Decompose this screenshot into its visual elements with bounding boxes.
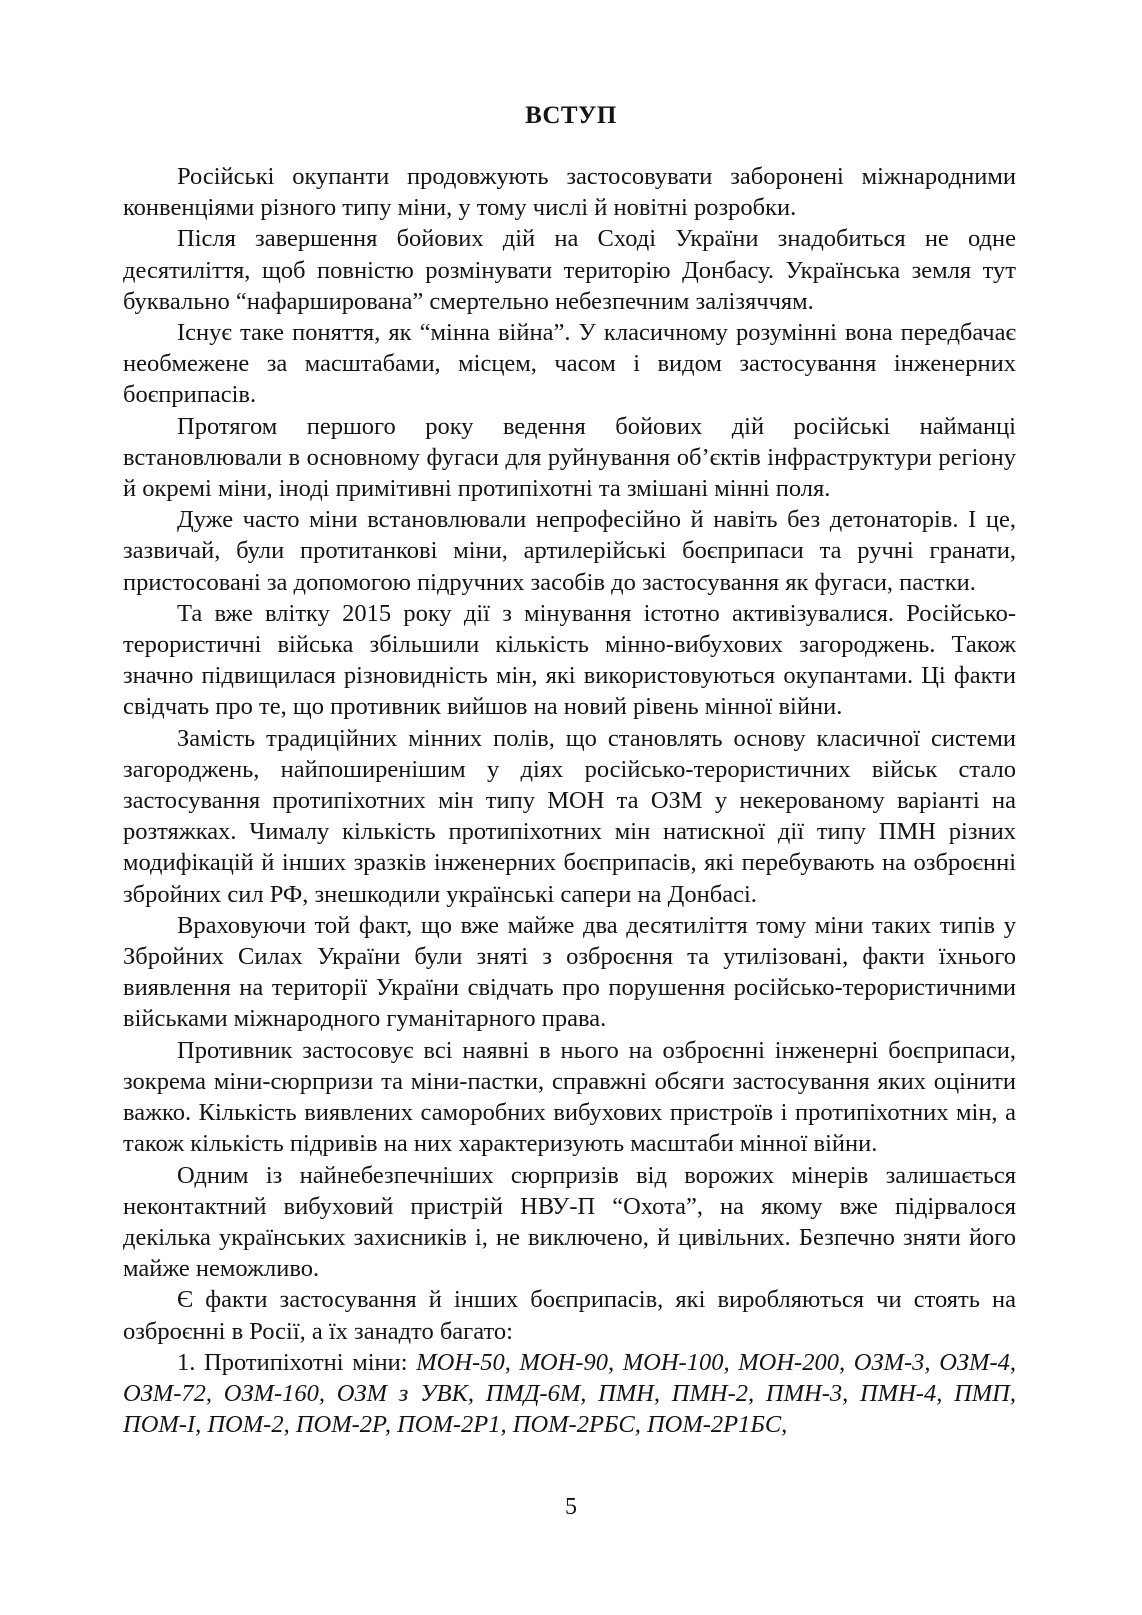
body-text [123, 161, 1016, 1440]
page-heading: ВСТУП [525, 102, 617, 129]
page-number: 5 [565, 1494, 577, 1520]
paragraph: Одним із найнебезпечніших сюрпризів від ворожих мінерів залишається неконтактний вибуховий пристрій НВУ-П “Охота”, на якому вже підірвалося декілька українських захисників і, не виключено, й цивільних. Безпечно зняти його майже неможливо. [123, 1161, 1016, 1283]
paragraph: Противник застосовує всі наявні в нього на озброєнні інженерні боєприпаси, зокрема міни-сюрпризи та міни-пастки, справжні обсяги застосування яких оцінити важко. Кількість виявлених саморобних вибухових пристроїв і протипіхотних мін, а також кількість підривів на них характеризують масштаби мінної війни. [123, 1036, 1016, 1158]
paragraph: Є факти застосування й інших боєприпасів, які виробляються чи стоять на озброєнні в Росії, а їх занадто багато: [123, 1286, 1016, 1345]
paragraph: Та вже влітку 2015 року дії з мінування істотно активізувалися. Російсько-терористичні війська збільшили кількість мінно-вибухових загороджень. Також значно підвищилася різновидність мін, які використовуються окупантами. Ці факти свідчать про те, що противник вийшов на новий рівень мінної війни. [123, 599, 1016, 721]
paragraph: Дуже часто міни встановлювали непрофесійно й навіть без детонаторів. І це, зазвичай, були протитанкові міни, артилерійські боєприпаси та ручні гранати, пристосовані за допомогою підручних засобів до застосування як фугаси, пастки. [123, 506, 1016, 596]
paragraph: Російські окупанти продовжують застосовувати заборонені міжнародними конвенціями різного типу міни, у тому числі й новітні розробки. [123, 163, 1016, 222]
paragraph: Після завершення бойових дій на Сході України знадобиться не одне десятиліття, щоб повністю розмінувати територію Донбасу. Українська земля тут буквально “нафарширована” смертельно небезпечним залізяччям. [123, 225, 1016, 315]
list-item [123, 1347, 1016, 1441]
list-item-prefix: 1. Протипіхотні міни: [177, 1348, 417, 1376]
paragraph: Існує таке поняття, як “мінна війна”. У класичному розумінні вона передбачає необмежене за масштабами, місцем, часом і видом застосування інженерних боєприпасів. [123, 319, 1016, 409]
paragraph: Замість традиційних мінних полів, що становлять основу класичної системи загороджень, найпоширенішим у діях російсько-терористичних військ стало застосування протипіхотних мін типу МОН та ОЗМ у некерованому варіанті на розтяжках. Чималу кількість протипіхотних мін натискної дії типу ПМН різних модифікацій й інших зразків інженерних боєприпасів, які перебувають на озброєнні збройних сил РФ, знешкодили українські сапери на Донбасі. [123, 724, 1016, 908]
paragraph: Протягом першого року ведення бойових дій російські найманці встановлювали в основному фугаси для руйнування об’єктів інфраструктури регіону й окремі міни, іноді примітивні протипіхотні та змішані мінні поля. [123, 412, 1016, 503]
paragraph: Враховуючи той факт, що вже майже два десятиліття тому міни таких типів у Збройних Силах України були зняті з озброєння та утилізовані, факти їхнього виявлення на території України свідчать про порушення російсько-терористичними військами міжнародного гуманітарного права. [123, 911, 1016, 1033]
list-item-mine-types: МОН-50, МОН-90, МОН-100, МОН-200, ОЗМ-3, ОЗМ-4, ОЗМ-72, ОЗМ-160, ОЗМ з УВК, ПМД-6М, ПМН, ПМН-2, ПМН-3, ПМН-4, ПМП, ПОМ-І, ПОМ-2, ПОМ-2Р, ПОМ-2Р1, ПОМ-2РБС, ПОМ-2Р1БС, [123, 1348, 1016, 1439]
